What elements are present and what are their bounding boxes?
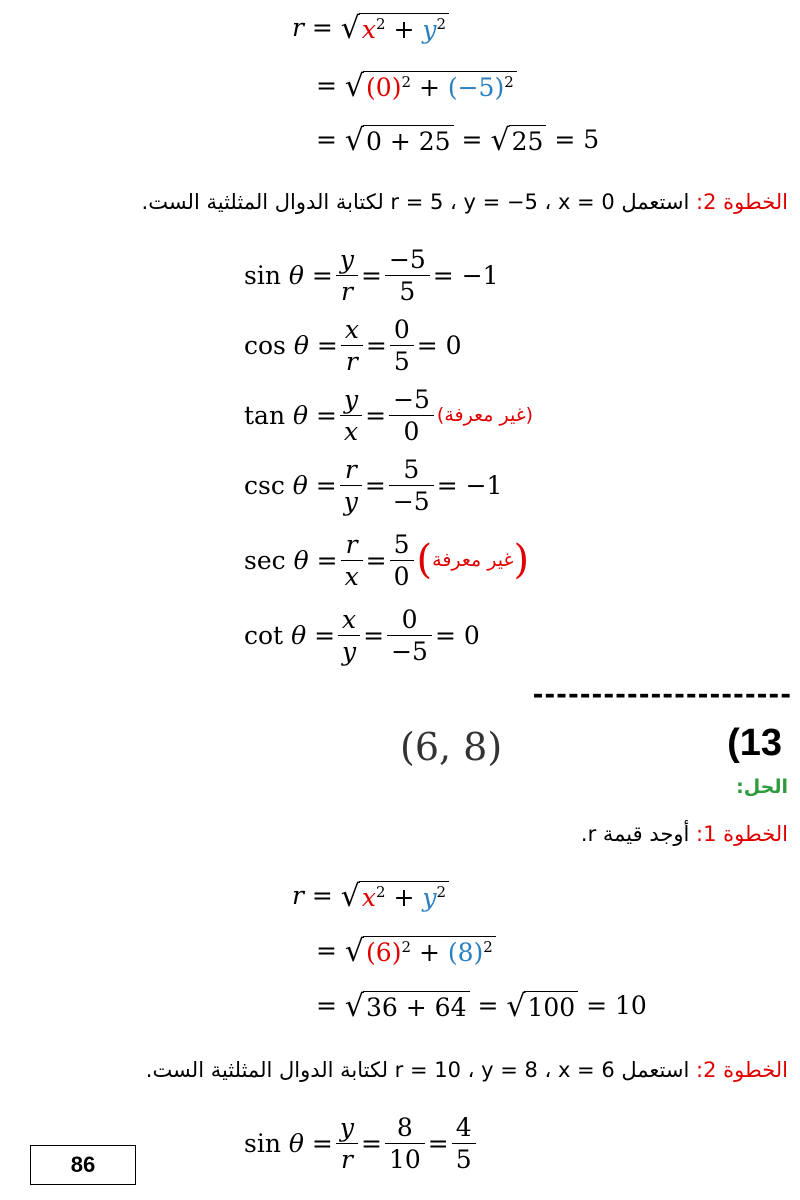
r-substitution-line: = √ $(0)^2 + (-5)^2$ (316, 70, 517, 100)
step-label: الخطوة 2: (696, 190, 788, 214)
r-formula-line: r = √ $x^2 + y^2$ (292, 880, 449, 910)
step2-instruction (142, 190, 788, 215)
page-number: 86 (30, 1145, 136, 1185)
step-text: استعمل r = 10 ، y = 8 ، x = 6 لكتابة الدوال المثلثية الست. (145, 1058, 690, 1082)
trig-row-csc: csc θ = $\frac{r}{y}$ = $\frac{5}{-5}$ = −1 (244, 454, 503, 516)
trig-row-tan: tan θ = $\frac{y}{x}$ = $\frac{-5}{0}$ (غير معرفة) (244, 384, 534, 446)
step-label: الخطوة 2: (696, 1058, 788, 1082)
undefined-note: غير معرفة (432, 548, 514, 571)
trig-row-sin: sin θ = $\frac{y}{r}$ = $\frac{-5}{5}$ = −1 (244, 244, 499, 306)
trig-row-cot: cot θ = $\frac{x}{y}$ = $\frac{0}{-5}$ = 0 (244, 604, 480, 666)
r-result-line: = √ 36 + 64 = √ 100 = 10 (316, 989, 647, 1024)
solution-label: الحل: (736, 776, 788, 798)
r-result-line: = √ 0 + 25 = √ 25 = 5 (316, 123, 600, 158)
problem-number: (13 (727, 722, 782, 764)
r-substitution-line: = √ $(6)^2 + (8)^2$ (316, 935, 496, 965)
step2-instruction (146, 1058, 788, 1083)
undefined-note: (غير معرفة) (436, 403, 534, 426)
step-label: الخطوة 1: (696, 822, 788, 846)
trig-row-cos: cos θ = $\frac{x}{r}$ = $\frac{0}{5}$ = 0 (244, 314, 462, 376)
section-divider: ---------------------- (532, 680, 792, 710)
sqrt-expression: √ $x^2 + y^2$ (341, 12, 449, 42)
r-formula-line: r = √ $x^2 + y^2$ (292, 12, 449, 42)
trig-row-sin: sin θ = $\frac{y}{r}$ = $\frac{8}{10}$ = $\frac{4}{5}$ (244, 1108, 479, 1178)
trig-row-sec: sec θ = $\frac{r}{x}$ = $\frac{5}{0}$ ( غير معرفة ) (244, 529, 530, 591)
step-text: استعمل r = 5 ، y = −5 ، x = 0 لكتابة الدوال المثلثية الست. (141, 190, 690, 214)
step1-instruction (581, 822, 788, 847)
problem-point: (6, 8) (400, 725, 503, 769)
trig-list (244, 240, 533, 670)
step-text: أوجد قيمة r. (580, 822, 690, 846)
